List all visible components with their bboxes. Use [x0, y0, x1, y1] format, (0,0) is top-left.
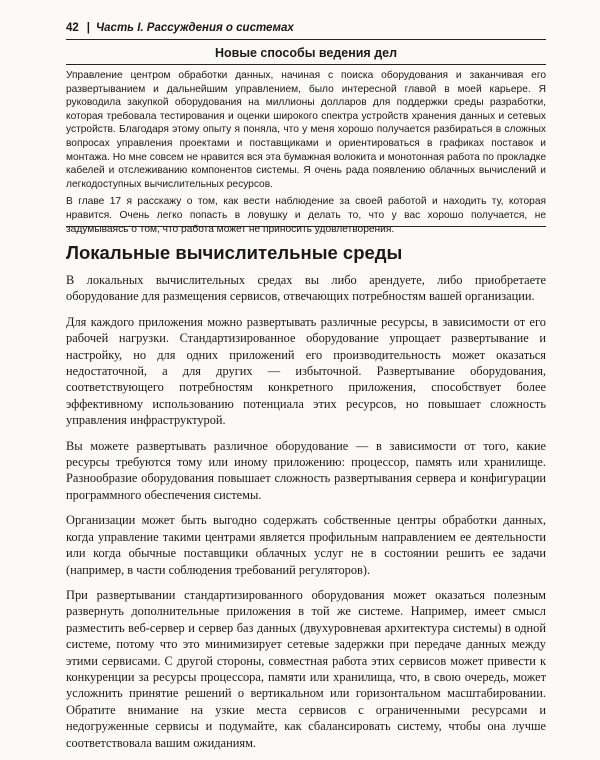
body-paragraph: При развертывании стандартизированного оборудования может оказаться полезным развернуть дополнительные приложения в той же системе. Например, имеет смысл разместить веб-сервер и сервер баз данных (двухуровневая архитектура системы) в одной системе, потому что это минимизирует сетевые задержки при передаче данных между этими сервисами. С другой стороны, совместная работа этих сервисов может привести к конкуренции за ресурсы процессора, памяти или хранилища, что, в свою очередь, может усложнить принятие решений о вертикальном или горизонтальном масштабировании. Обратите внимание на узкие места сервисов с ограниченными ресурсами и недогруженные сервисы и подумайте, как сбалансировать систему, чтобы она лучше соответствовала вашим ожиданиям. [66, 587, 546, 750]
body-paragraph: Для каждого приложения можно развертывать различные ресурсы, в зависимости от его рабочей нагрузки. Стандартизированное оборудование упрощает развертывание и настройку, но для одних приложений его производительность может оказаться недостаточной, а для других — избыточной. Развертывание оборудования, соответствующего потребностям конкретного приложения, способствует более эффективному использованию потенциала этих ресурсов, но повышает сложность управления инфраструктурой. [66, 314, 546, 428]
section-heading: Локальные вычислительные среды [66, 242, 403, 263]
sidebar-paragraph: В главе 17 я расскажу о том, как вести наблюдение за своей работой и находить ту, которая нравится. Очень легко попасть в ловушку и делать то, что у вас хорошо получается, не задумываясь о том, что работа может не приносить удовлетворения. [66, 196, 546, 235]
running-head [66, 22, 546, 34]
body-paragraph: Организации может быть выгодно содержать собственные центры обработки данных, когда управление такими центрами является профильным направлением ее деятельности или когда обычные поставщики облачных услуг не в состоянии решить ее задачи (например, в части соблюдения требований регуляторов). [66, 513, 546, 577]
body-paragraph: В локальных вычислительных средах вы либо арендуете, либо приобретаете оборудование для размещения сервисов, отвечающих потребностям вашей организации. [66, 273, 546, 304]
sidebar-paragraph: Управление центром обработки данных, начиная с поиска оборудования и заканчивая его развертыванием и дальнейшим управлением, было интересной главой в моей карьере. Я руководила закупкой оборудования на миллионы долларов для поддержки среды разработки, которая требовала тестирования и оценки широкого спектра устройств хранения данных и сетевых устройств. Благодаря этому опыту я поняла, что у меня хорошо получается разбираться в сложных вопросах управления проектами и поставщиками и ориентироваться в графиках поставок и монтажа. Но мне совсем не нравится вся эта бумажная волокита и монотонная работа по прокладке кабелей и отслеживанию компонентов системы. Я очень рада появлению облачных вычислений и легкодоступных вычислительных ресурсов. [66, 70, 546, 190]
sidebar-title: Новые способы ведения дел [214, 46, 398, 60]
section-body [66, 272, 546, 760]
sidebar-box [66, 69, 546, 240]
body-paragraph: Вы можете развертывать различное оборудование — в зависимости от того, какие ресурсы требуются тому или иному приложению: процессор, память или хранилище. Разнообразие оборудования повышает сложность развертывания сервера и конфигурации программного обеспечения системы. [66, 438, 546, 502]
sidebar-title-divider [66, 64, 546, 65]
page-number: 42 [66, 22, 79, 34]
running-head-separator: | [86, 22, 91, 34]
header-divider [66, 39, 546, 40]
sidebar-bottom-divider [66, 226, 546, 227]
part-title: Часть I. Рассуждения о системах [96, 22, 294, 34]
